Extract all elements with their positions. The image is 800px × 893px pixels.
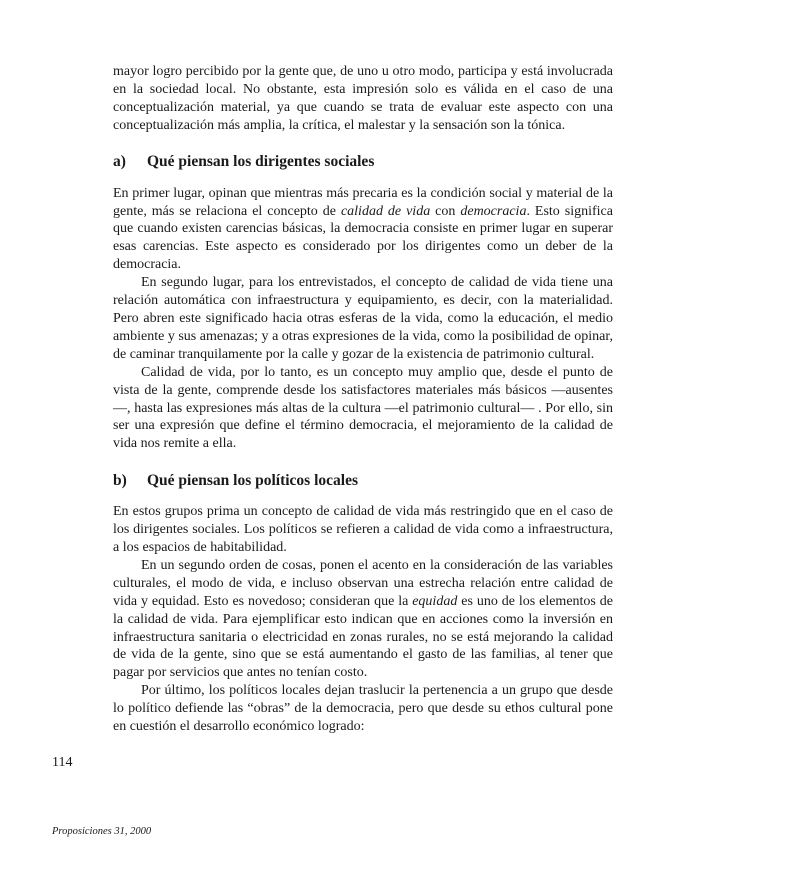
section-b-paragraph-3: Por último, los políticos locales dejan traslucir la pertenencia a un grupo que desde lo político defiende las “obras” de la democracia, pero que desde su ethos cultural pone en cuestión el desarrollo económico logrado: bbox=[113, 683, 613, 735]
section-b-paragraph-1: En estos grupos prima un concepto de calidad de vida más restringido que en el caso de los dirigentes sociales. Los políticos se refieren a calidad de vida como a infraestructura, a los espacios de habitabilidad. bbox=[113, 504, 613, 556]
section-a-p1-text-3: . Esto significa que cuando existen carencias básicas, la democracia consiste en primer lugar en superar esas carencias. Este aspecto es considerado por los dirigentes como un deber de la democracia. bbox=[113, 203, 613, 273]
section-a-p1-emphasis-2: democracia bbox=[460, 203, 527, 219]
section-b-letter: b) bbox=[113, 472, 127, 490]
text-column bbox=[113, 63, 613, 736]
intro-paragraph: mayor logro percibido por la gente que, de uno u otro modo, participa y está involucrada en la sociedad local. No obstante, esta impresión solo es válida en el caso de una conceptualización material, ya que cuando se trata de evaluar este aspecto con una conceptualización más amplia, la crítica, el malestar y la sensación son la tónica. bbox=[113, 64, 613, 133]
section-a-heading bbox=[113, 152, 613, 172]
section-a-letter: a) bbox=[113, 152, 126, 170]
section-b-title: Qué piensan los políticos locales bbox=[147, 472, 358, 490]
section-b-heading bbox=[113, 471, 613, 491]
section-a-p1-emphasis-1: calidad de vida bbox=[340, 203, 431, 219]
section-a-title: Qué piensan los dirigentes sociales bbox=[147, 152, 375, 170]
section-a-p1-text-1: En primer lugar, opinan que mientras más precaria es la condición social y material de la gente, más se relaciona el concepto de bbox=[113, 185, 613, 219]
section-a-paragraph-2: En segundo lugar, para los entrevistados, el concepto de calidad de vida tiene una relación automática con infraestructura y equipamiento, es decir, con la materialidad. Pero abren este significado hacia otras esferas de la vida, como la educación, el medio ambiente y sus amenazas; y a otras expresiones de la vida, como la posibilidad de opinar, de caminar tranquilamente por la calle y gozar de la existencia de patrimonio cultural. bbox=[113, 275, 613, 362]
section-a-paragraph-3: Calidad de vida, por lo tanto, es un concepto muy amplio que, desde el punto de vista de la gente, comprende desde los satisfactores materiales más básicos —ausentes—, hasta las expresiones más altas de la cultura —el patrimonio cultural— . Por ello, sin ser una expresión que define el término democracia, el mejoramiento de la calidad de vida nos remite a ella. bbox=[113, 364, 613, 452]
section-b-p2-emphasis: equidad bbox=[412, 593, 458, 609]
journal-footer: Proposiciones 31, 2000 bbox=[52, 826, 152, 837]
section-b-p2-text-2: es uno de los elementos de la calidad de vida. Para ejemplificar esto indican que en acciones como la inversión en infraestructura sanitaria o electricidad en zonas rurales, no se está mejorando la calidad de vida de la gente, sino que se está aumentando el gasto de las familias, al tener que pagar por servicios que antes no tenían costo. bbox=[113, 593, 614, 681]
section-b-paragraph-2 bbox=[113, 557, 613, 682]
section-b-p2-text-1: En un segundo orden de cosas, ponen el acento en la consideración de las variables culturales, el modo de vida, e incluso observan una estrecha relación entre calidad de vida y equidad. Esto es novedoso; consideran que la bbox=[113, 557, 613, 609]
page-number: 114 bbox=[52, 755, 73, 770]
section-a-paragraph-1 bbox=[113, 185, 613, 275]
section-a-p1-text-2: con bbox=[430, 203, 461, 219]
